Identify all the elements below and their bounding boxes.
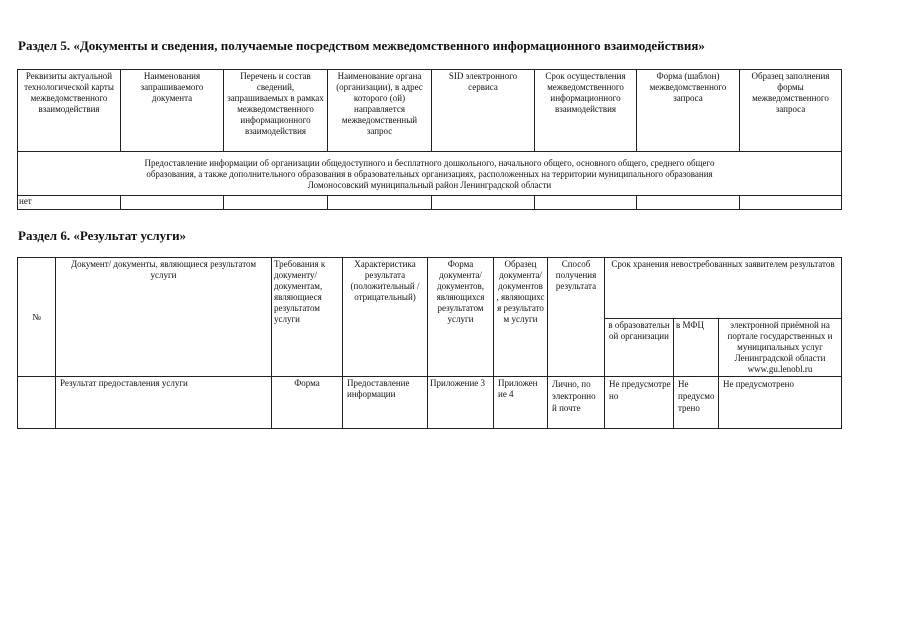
cell-storage-mfc: Не предусмо трено [674, 377, 719, 429]
empty-cell [121, 196, 224, 210]
cell-requirements: Форма [272, 377, 343, 429]
section-5-header-row [18, 70, 842, 152]
header-storage-portal: электронной приёмной на портале государственных и муниципальных услуг Ленинградской области www.gu.lenobl.ru [719, 319, 842, 377]
cell-storage-organization: Не предусмотре но [605, 377, 674, 429]
empty-cell [637, 196, 740, 210]
section-5-data-row [18, 196, 842, 210]
cell-number [18, 377, 56, 429]
header-document-sample: Образец документа/ документов , являющихс я результато м услуги [494, 258, 548, 377]
header-target-organ: Наименование органа (организации), в адрес которого (ой) направляется межведомственный запрос [328, 70, 432, 152]
header-document-form: Форма документа/ документов, являющихся результатом услуги [428, 258, 494, 377]
cell-document-form: Приложение 3 [428, 377, 494, 429]
header-duration: Срок осуществления межведомственного информационного взаимодействия [535, 70, 637, 152]
header-requested-document: Наименования запрашиваемого документа [121, 70, 224, 152]
cell-receipt-method: Лично, по электронно й почте [548, 377, 605, 429]
empty-cell [535, 196, 637, 210]
empty-cell [740, 196, 842, 210]
cell-result-document: Результат предоставления услуги [56, 377, 272, 429]
header-result-document: Документ/ документы, являющиеся результатом услуги [56, 258, 272, 377]
section-6-header-row [18, 258, 842, 319]
section-5-table [17, 69, 842, 210]
empty-cell [328, 196, 432, 210]
header-number: № [18, 258, 56, 377]
header-sid: SID электронного сервиса [432, 70, 535, 152]
header-characteristic: Характеристика результата (положительный / отрицательный) [343, 258, 428, 377]
cell-none: нет [18, 196, 121, 210]
header-requested-info: Перечень и состав сведений, запрашиваемых в рамках межведомственного информационного взаимодействия [224, 70, 328, 152]
header-requirements: Требования к документу/ документам, являющиеся результатом услуги [272, 258, 343, 377]
empty-cell [432, 196, 535, 210]
cell-document-sample: Приложен ие 4 [494, 377, 548, 429]
header-storage-mfc: в МФЦ [674, 319, 719, 377]
cell-characteristic: Предоставление информации [343, 377, 428, 429]
header-requisites: Реквизиты актуальной технологической карты межведомственного взаимодействия [18, 70, 121, 152]
header-storage-period: Срок хранения невостребованных заявителем результатов [605, 258, 842, 319]
section-6-table [17, 257, 842, 429]
service-row [18, 152, 842, 196]
section-6-data-row [18, 377, 842, 429]
header-storage-organization: в образовательн ой организации [605, 319, 674, 377]
header-request-sample: Образец заполнения формы межведомственного запроса [740, 70, 842, 152]
section-5-title: Раздел 5. «Документы и сведения, получаемые посредством межведомственного информационного взаимодействия» [18, 38, 705, 53]
cell-storage-portal: Не предусмотрено [719, 377, 842, 429]
section-6-title: Раздел 6. «Результат услуги» [18, 228, 187, 243]
header-receipt-method: Способ получения результата [548, 258, 605, 377]
service-description: Предоставление информации об организации общедоступного и бесплатного дошкольного, начального общего, основного общего, среднего общего образования, а также дополнительного образования в образовательных организациях, расположенных на территории муниципального образования Ломоносовский муниципальный район Ленинградской области [18, 152, 842, 196]
header-request-form: Форма (шаблон) межведомственного запроса [637, 70, 740, 152]
empty-cell [224, 196, 328, 210]
